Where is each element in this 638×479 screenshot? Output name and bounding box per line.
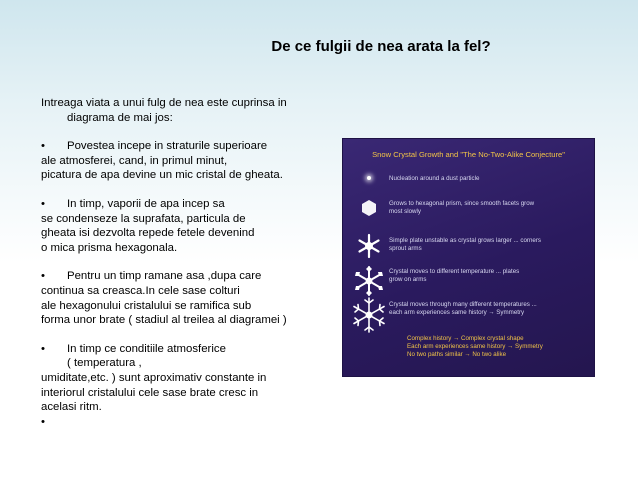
paragraph-line: ale atmosferei, cand, in primul minut, bbox=[41, 154, 228, 167]
paragraph-line: picatura de apa devine un mic cristal de gheata. bbox=[41, 169, 283, 182]
diagram-step-3: Simple plate unstable as crystal grows larger ... corners sprout arms bbox=[389, 237, 542, 252]
dendrite-crystal-icon bbox=[351, 297, 387, 333]
paragraph-line: Povestea incepe in straturile superioare bbox=[67, 140, 268, 153]
bullet-marker: • bbox=[41, 342, 45, 355]
bullet-paragraph-3 bbox=[41, 269, 326, 284]
bullet-marker: • bbox=[41, 140, 45, 153]
bullet-marker: • bbox=[41, 197, 45, 210]
branched-plate-icon bbox=[353, 265, 385, 297]
diagram-title: Snow Crystal Growth and "The No-Two-Alike Conjecture" bbox=[372, 150, 565, 159]
paragraph-line: Pentru un timp ramane asa ,dupa care bbox=[67, 270, 262, 283]
paragraph-line: forma unor brate ( stadiul al treilea al diagramei ) bbox=[41, 314, 287, 327]
diagram-step-5: Crystal moves through many different temperatures ... each arm experiences same history → Symmetry bbox=[389, 301, 537, 316]
paragraph-line: In timp, vaporii de apa incep sa bbox=[67, 197, 225, 210]
star-plate-icon bbox=[356, 233, 382, 259]
diagram-summary: Complex history → Complex crystal shape Each arm experiences same history → Symmetry No two paths similar → No two alike bbox=[407, 335, 543, 358]
paragraph-line: interiorul cristalului cele sase brate cresc in bbox=[41, 386, 259, 399]
intro-line: diagrama de mai jos: bbox=[67, 111, 173, 124]
diagram-step-2: Grows to hexagonal prism, since smooth facets grow most slowly bbox=[389, 200, 535, 215]
paragraph-line: acelasi ritm. bbox=[41, 401, 102, 414]
diagram-step-1: Nucleation around a dust particle bbox=[389, 175, 480, 182]
bullet-paragraph-4 bbox=[41, 342, 326, 357]
bullet-marker: • bbox=[41, 270, 45, 283]
bullet-paragraph-2 bbox=[41, 197, 326, 212]
diagram-step-4: Crystal moves to different temperature ... plates grow on arms bbox=[389, 268, 520, 283]
paragraph-line: continua sa creasca.In cele sase colturi bbox=[41, 284, 240, 297]
intro-line: Intreaga viata a unui fulg de nea este cuprinsa in bbox=[41, 97, 287, 109]
paragraph-line: In timp ce conditiile atmosferice bbox=[67, 342, 226, 355]
paragraph-line: ale hexagonului cristalului se ramifica sub bbox=[41, 299, 252, 312]
paragraph-line: gheata isi dezvolta repede fetele devenind bbox=[41, 227, 255, 240]
snow-crystal-diagram bbox=[343, 139, 594, 376]
paragraph-line: umiditate,etc. ) sunt aproximativ constante in bbox=[41, 371, 267, 384]
hexagon-prism-icon bbox=[360, 199, 378, 217]
slide-body bbox=[41, 96, 326, 429]
dust-particle-icon bbox=[367, 176, 371, 180]
paragraph-line: ( temperatura , bbox=[67, 357, 142, 370]
paragraph-line: o mica prisma hexagonala. bbox=[41, 241, 178, 254]
bullet-paragraph-1 bbox=[41, 139, 326, 154]
slide-title: De ce fulgii de nea arata la fel? bbox=[271, 38, 491, 55]
bullet-marker: • bbox=[41, 415, 45, 428]
paragraph-line: se condenseze la suprafata, particula de bbox=[41, 212, 246, 225]
